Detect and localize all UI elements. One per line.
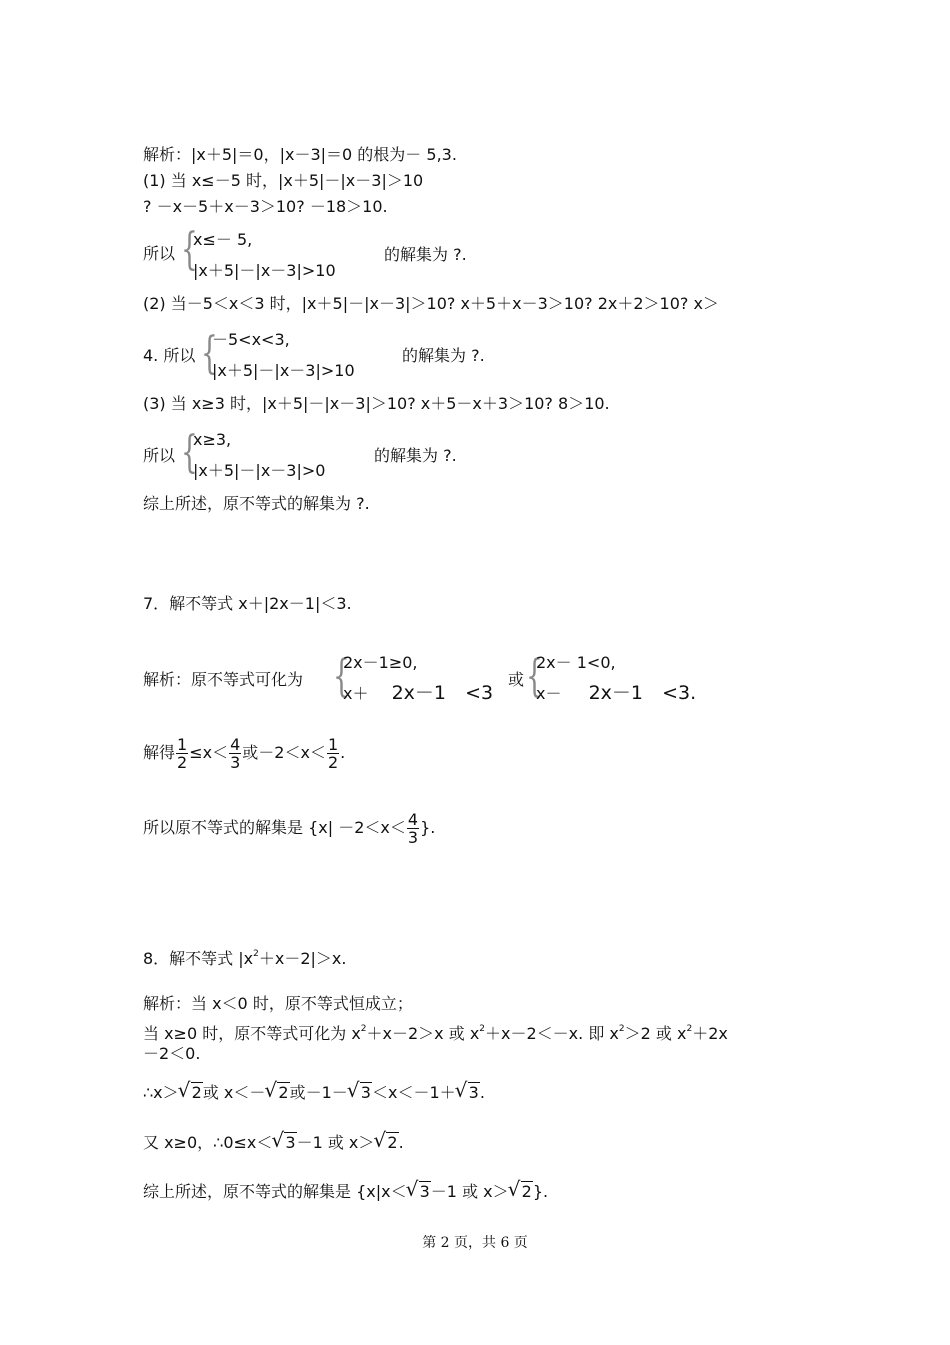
problem-8-combined: 又 x≥0，∴0≤x＜√ 3－1 或 x＞√ 2. <box>143 1133 404 1153</box>
math-term: 2x－1 <box>588 682 643 704</box>
system-brace: { <box>181 224 198 275</box>
system-line: 2x－1≥0, <box>343 653 418 672</box>
math-term: 解得 <box>143 743 176 762</box>
case-3-solution-set: 的解集为 ?. <box>374 446 457 465</box>
math-term: 2x－1 <box>391 682 446 704</box>
page-footer: 第 2 页，共 6 页 <box>422 1235 528 1251</box>
math-term: <3. <box>662 682 697 704</box>
math-term: <3 <box>465 682 494 704</box>
summary: 综上所述，原不等式的解集为 ?. <box>143 494 370 513</box>
problem-8-title: 8．解不等式 $|x^2+x-2|>x$. <box>143 949 347 968</box>
system-line: x≤－ 5, <box>193 230 253 249</box>
system-brace: { <box>333 651 350 702</box>
sqrt: √ 3 <box>272 1133 296 1153</box>
sqrt: √ 3 <box>348 1083 372 1103</box>
problem-7-solution-prefix: 解析：原不等式可化为 <box>143 670 304 689</box>
math-term: 或－2＜x＜ <box>242 743 326 762</box>
system-line: |x＋5|－|x－3|>0 <box>193 461 326 480</box>
system-line: x≥3, <box>193 430 232 449</box>
problem-8-conclusion: 综上所述，原不等式的解集是 {x|x＜√ 3－1 或 x＞√ 2}. <box>143 1182 548 1202</box>
sqrt: √ 3 <box>456 1083 480 1103</box>
fraction: $\frac{1}{2}$ <box>177 735 188 772</box>
case-2-conclusion-prefix: 4. 所以 <box>143 346 196 365</box>
system-line: |x＋5|－|x－3|>10 <box>193 261 336 280</box>
case-1-conclusion-prefix: 所以 <box>143 244 176 263</box>
math-term: x－ <box>536 684 562 703</box>
case-1-derivation: ? －x－5＋x－3＞10? －18＞10. <box>143 197 388 216</box>
math-term: . <box>340 743 346 762</box>
math-term: x＋ <box>343 684 369 703</box>
sqrt: √ 2 <box>179 1083 203 1103</box>
problem-8-case-negative: 解析：当 x＜0 时，原不等式恒成立； <box>143 994 413 1013</box>
sqrt: √ 2 <box>265 1083 289 1103</box>
case-1-solution-set: 的解集为 ?. <box>384 245 467 264</box>
problem-7-result <box>143 733 345 773</box>
fraction: $\frac{4}{3}$ <box>407 810 419 847</box>
system-line <box>343 683 493 704</box>
math-term: ≤x＜ <box>189 743 229 762</box>
sqrt: √ 2 <box>374 1133 398 1153</box>
system-line: －5<x<3, <box>212 330 290 349</box>
case-3-conclusion-prefix: 所以 <box>143 446 176 465</box>
math-term: }. <box>420 818 436 837</box>
sqrt: √ 3 <box>407 1182 431 1202</box>
system-line: 2x－ 1<0, <box>536 653 616 672</box>
problem-7-solution-set <box>143 808 435 848</box>
system-brace: { <box>181 427 198 478</box>
problem-8-continuation: －2＜0. <box>143 1044 201 1063</box>
system-brace: { <box>526 651 543 702</box>
problem-8-therefore: ∴x＞√ 2或 x＜－√ 2或－1－√ 3＜x＜－1＋√ 3. <box>143 1083 485 1103</box>
problem-8-case-nonnegative: 当 x≥0 时，原不等式可化为 $x^2+x-2>x$ 或 $x^2+x-2<-x$. 即 $x^2>2$ 或 $x^2+2x$ <box>143 1024 728 1043</box>
fraction: $\frac{4}{3}$ <box>230 735 241 772</box>
case-1: (1) 当 x≤－5 时，|x＋5|－|x－3|＞10 <box>143 171 424 190</box>
math-term: 所以原不等式的解集是 {x| －2＜x＜ <box>143 818 406 837</box>
system-line <box>536 683 696 704</box>
or-connector: 或 <box>508 670 525 689</box>
case-2-solution-set: 的解集为 ?. <box>402 346 485 365</box>
fraction: $\frac{1}{2}$ <box>327 735 339 772</box>
case-3: (3) 当 x≥3 时，|x＋5|－|x－3|＞10? x＋5－x＋3＞10? 8＞10. <box>143 394 610 413</box>
case-2: (2) 当－5＜x＜3 时，|x＋5|－|x－3|＞10? x＋5＋x－3＞10? 2x＋2＞10? x＞ <box>143 294 719 313</box>
system-brace: { <box>201 328 218 379</box>
sqrt: √ 2 <box>509 1182 533 1202</box>
system-line: |x＋5|－|x－3|>10 <box>212 361 355 380</box>
problem-7-title: 7．解不等式 x＋|2x－1|＜3. <box>143 594 352 613</box>
solution-intro: 解析：|x＋5|＝0，|x－3|＝0 的根为－ 5,3. <box>143 145 457 164</box>
